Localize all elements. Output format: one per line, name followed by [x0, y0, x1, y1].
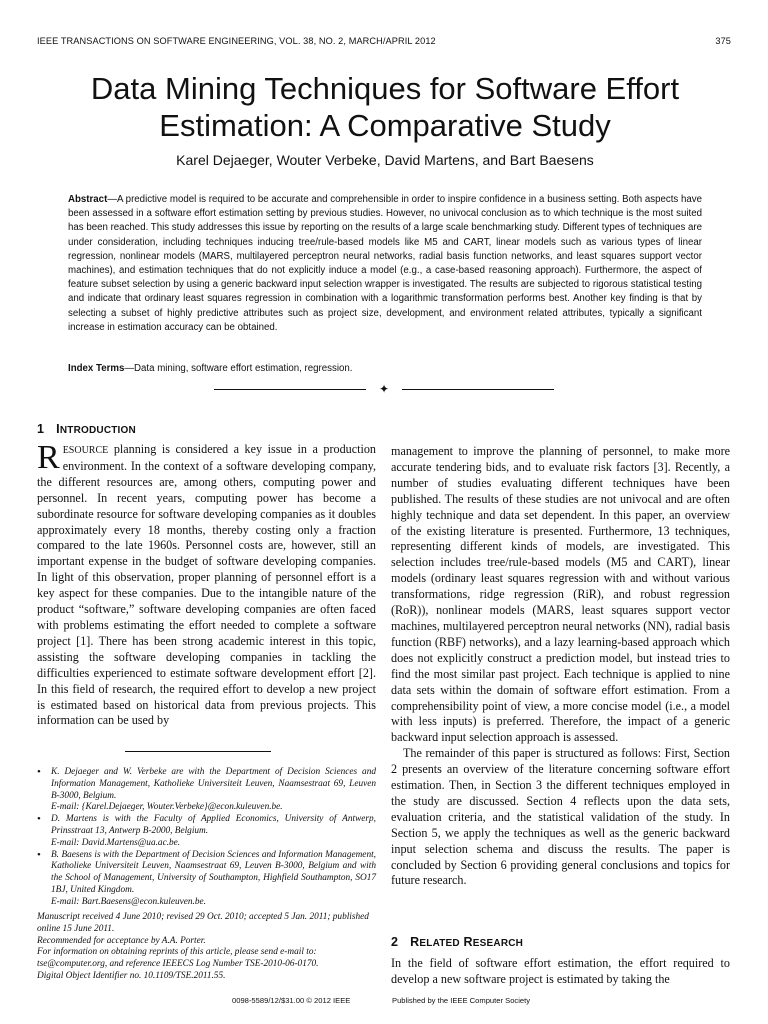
copyright-notice: 0098-5589/12/$31.00 © 2012 IEEE: [232, 996, 351, 1005]
footnote-item: [37, 767, 376, 814]
abstract-label: Abstract: [68, 194, 108, 205]
section-2-title-initial-1: R: [410, 935, 420, 949]
dropcap-letter: R: [37, 439, 60, 476]
footnote-email: E-mail: {Karel.Dejaeger, Wouter.Verbeke}@econ.kuleuven.be.: [51, 802, 283, 813]
manuscript-reprints: For information on obtaining reprints of this article, please send e-mail to: tse@computer.org, and reference IEEECS Log Number TSE-2010-06-0170.: [37, 947, 319, 970]
section-2-body: [391, 956, 730, 988]
section-2-title-rest-2: ESEARCH: [472, 938, 524, 949]
footnote-text: K. Dejaeger and W. Verbeke are with the Department of Decision Sciences and Information Management, Katholieke Universiteit Leuven, Naamsestraat 69, Leuven B-3000, Belgium.: [51, 767, 376, 801]
section-1-heading: [37, 422, 136, 436]
section-divider: [214, 382, 554, 396]
author-list: Karel Dejaeger, Wouter Verbeke, David Martens, and Bart Baesens: [176, 152, 594, 168]
divider-line-right: [402, 389, 554, 390]
publisher-notice: Published by the IEEE Computer Society: [392, 996, 531, 1005]
section-2-paragraph: In the field of software effort estimation, the effort required to develop a new software project is estimated by taking the: [391, 956, 730, 986]
right-column: [391, 444, 730, 889]
section-2-title-rest-1: ELATED: [419, 938, 460, 949]
author-affiliations: [37, 767, 376, 909]
index-terms-label: Index Terms: [68, 363, 125, 374]
left-column: [37, 439, 376, 729]
intro-right-paragraph-1: management to improve the planning of personnel, to make more accurate tendering bids, and to evaluate risk factors [3]. Recently, a number of studies evaluating different techniques have been published. The results of these studies are not univocal and are often highly technique and data set dependent. In this paper, an overview of the existing literature is presented. Furthermore, 13 techniques, representing different kinds of models, are investigated. This selection includes tree/rule-based models (M5 and CART), linear models (ordinary least squares regression with and without various transformations, ridge regression (RiR), and robust regression (RoR)), nonlinear models (MARS, least squares support vector machines, multilayered perceptron neural networks (NN), radial basis function (RBF) networks), and a lazy learning-based approach which does not explicitly construct a prediction model, but instead tries to find the most similar past project. Each technique is applied to nine data sets within the domain of software effort estimation. From a comprehensibility point of view, a more concise model (i.e., a model with less inputs) is preferred. Therefore, the impact of a generic backward input selection approach is assessed.: [391, 444, 730, 745]
section-2-title-initial-2: R: [463, 935, 473, 949]
footnote-item: [37, 850, 376, 909]
footnote-email: E-mail: David.Martens@ua.ac.be.: [51, 837, 181, 848]
page-number: 375: [715, 36, 731, 46]
intro-paragraph: [37, 439, 376, 729]
footnote-text: D. Martens is with the Faculty of Applied Economics, University of Antwerp, Prinsstraat 13, Antwerp B-2000, Belgium.: [51, 814, 376, 836]
abstract-text: —A predictive model is required to be accurate and comprehensible in order to inspire confidence in a business setting. Both aspects have been assessed in a software effort estimation setting by previous studies. However, no univocal conclusion as to which technique is the most suited has been reached. This study addresses this issue by reporting on the results of a large scale benchmarking study. Different types of techniques are under consideration, including techniques inducing tree/rule-based models like M5 and CART, linear models such as various types of linear regression, nonlinear models (MARS, multilayered perceptron neural networks, radial basis function networks, and least squares support vector machines), and estimation techniques that do not explicitly induce a model (e.g., a case-based reasoning approach). Furthermore, the aspect of feature subset selection by using a generic backward input selection wrapper is investigated. The results are subjected to rigorous statistical testing and indicate that ordinary least squares regression in combination with a logarithmic transformation performs best. Another key finding is that by selecting a subset of highly predictive attributes such as project size, development, and environment related attributes, typically a significant increase in estimation accuracy can be obtained.: [68, 194, 702, 333]
intro-left-text: planning is considered a key issue in a production environment. In the context of a software developing company, the different resources are, among others, computing power and personnel. In recent years, computing power has become a subordinate resource for software developing companies as it doubles approximately every 18 months, thereby costing only a fraction compared to the late 1960s. Personnel costs are, however, still an important expense in the budget of software developing companies. In light of this observation, proper planning of personnel effort is a key aspect for these companies. Due to the intangible nature of the product “software,” software developing companies are often faced with problems estimating the effort needed to complete a software project [1]. There has been strong academic interest in this topic, assisting the software developing companies in tackling the difficulties experienced to estimate software development effort [2]. In this field of research, the required effort to develop a new project is estimated based on historical data from previous projects. This information can be used by: [37, 442, 376, 728]
index-terms-text: —Data mining, software effort estimation, regression.: [124, 363, 353, 374]
manuscript-recommended: Recommended for acceptance by A.A. Porter.: [37, 935, 206, 946]
abstract: [68, 193, 702, 335]
journal-info: IEEE TRANSACTIONS ON SOFTWARE ENGINEERING, VOL. 38, NO. 2, MARCH/APRIL 2012: [37, 36, 436, 46]
footnote-email: E-mail: Bart.Baesens@econ.kuleuven.be.: [51, 896, 206, 907]
index-terms: [68, 362, 702, 376]
running-head: [37, 36, 731, 46]
manuscript-doi: Digital Object Identifier no. 10.1109/TSE.2011.55.: [37, 970, 226, 981]
intro-right-paragraph-2: The remainder of this paper is structured as follows: First, Section 2 presents an overview of the literature concerning software effort estimation. Then, in Section 3 the different techniques employed in the study are discussed. Section 4 reflects upon the data sets, evaluation criteria, and the statistical validation of the study. In Section 5, we apply the techniques as well as the generic backward input selection schema and discuss the results. The paper is concluded by Section 6 providing general conclusions and topics for future research.: [391, 746, 730, 888]
section-1-title-initial: I: [56, 422, 60, 436]
section-1-title-rest: NTRODUCTION: [59, 425, 136, 436]
section-2-number: 2: [391, 935, 399, 949]
footnote-item: [37, 814, 376, 849]
footnote-text: B. Baesens is with the Department of Decision Sciences and Information Management, Katholieke Universiteit Leuven, Naamsestraat 69, Leuven B-3000, Belgium and with the School of Management, University of Southampton, Highfield Southampton, SO17 1BJ, United Kingdom.: [51, 849, 376, 895]
manuscript-dates: Manuscript received 4 June 2010; revised 29 Oct. 2010; accepted 5 Jan. 2011; published online 15 June 2011.: [37, 912, 369, 934]
dropcap-word-rest: ESOURCE: [62, 445, 109, 456]
divider-line-left: [214, 389, 366, 390]
section-2-heading: [391, 935, 523, 949]
section-1-number: 1: [37, 422, 45, 436]
paper-title: Data Mining Techniques for Software Effort Estimation: A Comparative Study: [90, 71, 680, 143]
divider-diamond-icon: ✦: [378, 382, 390, 396]
manuscript-info: [37, 912, 376, 983]
footnote-rule: [125, 751, 271, 752]
